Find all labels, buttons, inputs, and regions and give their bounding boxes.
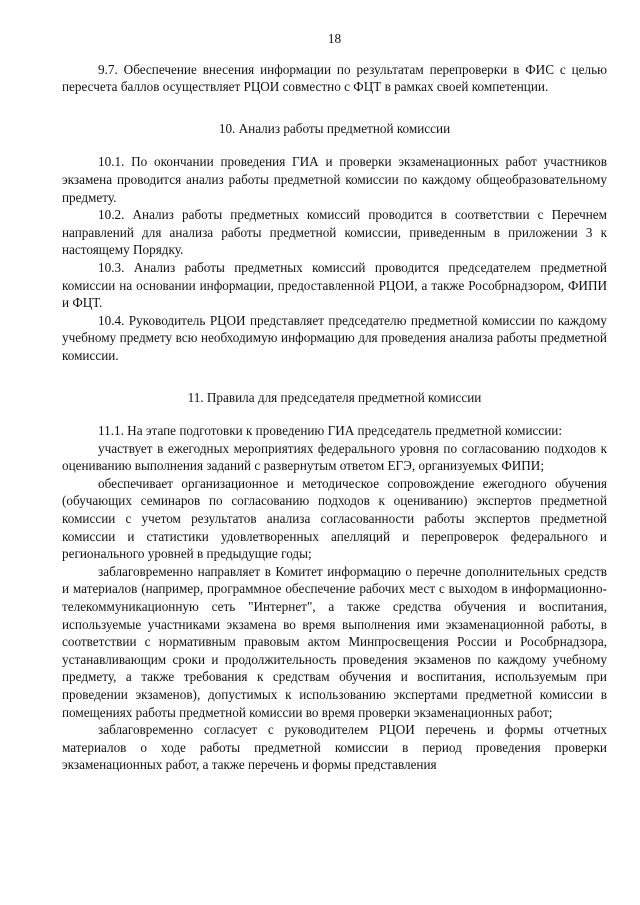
section-heading-11: 11. Правила для председателя предметной комиссии [187, 389, 482, 405]
paragraph-item-participates: участвует в ежегодных мероприятиях федерального уровня по согласованию подходов к оцениванию выполнения заданий с развернутым ответом ЕГЭ, организуемых ФИПИ; [62, 440, 607, 474]
paragraph-item-ensures: обеспечивает организационное и методическое сопровождение ежегодного обучения (обучающих семинаров по согласованию подходов к оцениванию) экспертов предметной комиссии с учетом результатов анализа согласованности работы экспертов предметной комиссии и статистики удовлетворенных апелляций и перепроверок федерального и регионального уровней в предыдущие годы; [62, 475, 607, 562]
paragraph-item-sends: заблаговременно направляет в Комитет информацию о перечне дополнительных средств и материалов (например, программное обеспечение рабочих мест с выходом в информационно-телекоммуникационную сеть "Интернет", а также средства обучения и воспитания, используемые участниками экзамена во время выполнения ими экзаменационной работы, в соответствии с нормативным правовым актом Минпросвещения России и Рособрнадзора, устанавливающим сроки и продолжительность проведения экзаменов по каждому учебному предмету, а также требования к средствам обучения и воспитания, используемым при проведении экзаменов), допустимых к использованию экспертами предметной комиссии в помещениях работы предметной комиссии во время проверки экзаменационных работ; [62, 563, 607, 720]
document-page [62, 30, 607, 774]
paragraph-10-3: 10.3. Анализ работы предметных комиссий проводится председателем предметной комиссии на основании информации, предоставленной РЦОИ, а также Рособрнадзором, ФИПИ и ФЦТ. [62, 259, 607, 311]
paragraph-11-1: 11.1. На этапе подготовки к проведению ГИА председатель предметной комиссии: [98, 423, 562, 439]
paragraph-9-7: 9.7. Обеспечение внесения информации по результатам перепроверки в ФИС с целью пересчета баллов осуществляет РЦОИ совместно с ФЦТ в рамках своей компетенции. [62, 61, 607, 95]
paragraph-10-2: 10.2. Анализ работы предметных комиссий проводится в соответствии с Перечнем направлений для анализа работы предметной комиссии, приведенным в приложении 3 к настоящему Порядку. [62, 207, 607, 258]
page-number: 18 [327, 31, 342, 46]
paragraph-10-4: 10.4. Руководитель РЦОИ представляет председателю предметной комиссии по каждому учебному предмету всю необходимую информацию для проведения анализа работы предметной комиссии. [62, 312, 607, 363]
section-heading-10: 10. Анализ работы предметной комиссии [218, 120, 451, 136]
paragraph-item-agrees: заблаговременно согласует с руководителем РЦОИ перечень и формы отчетных материалов о ходе работы предметной комиссии в период проведения проверки экзаменационных работ, а также перечень и формы представления [62, 722, 607, 773]
paragraph-10-1: 10.1. По окончании проведения ГИА и проверки экзаменационных работ участников экзамена проводится анализ работы предметной комиссии по каждому общеобразовательному предмету. [62, 154, 607, 205]
